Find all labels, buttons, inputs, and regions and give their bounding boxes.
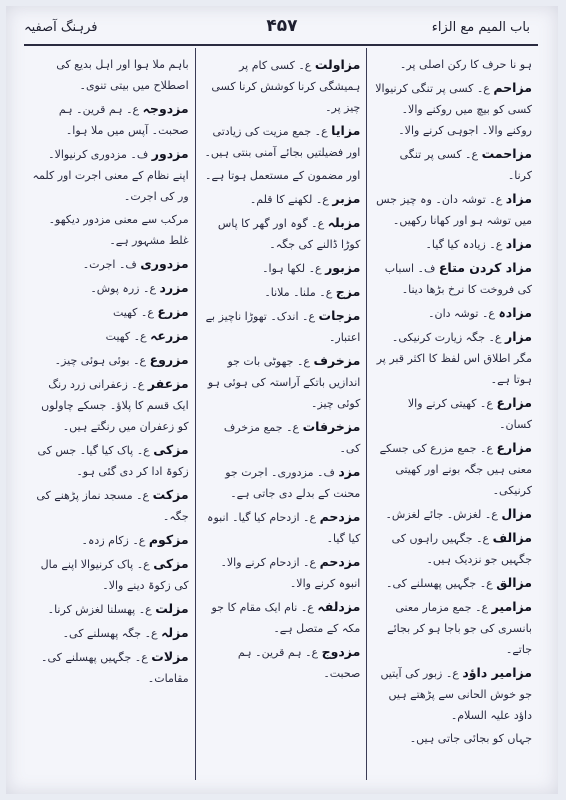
entry-definition: ع۔ زبور کی آیتیں جو خوش الحانی سے پڑھتے ہیں داؤد علیہ السلام۔ xyxy=(380,667,532,722)
entry-headword: مزاد xyxy=(505,191,532,206)
dictionary-entry xyxy=(30,484,189,527)
column-right xyxy=(367,48,538,780)
entry-definition: باہم ملا ہوا اور اہل بدیع کی اصطلاح میں بیتی تنوی۔ xyxy=(56,58,189,92)
entry-headword: مزرع xyxy=(157,304,189,319)
entry-definition: ع۔ اندک۔ تھوڑا ناچیز بے اعتبار۔ xyxy=(205,310,361,344)
entry-definition: ع۔ زکام زدہ۔ xyxy=(81,534,146,547)
entry-definition: ع۔ ہم قرین۔ ہم صحبت۔ آپس میں ملا ہوا۔ xyxy=(58,103,189,137)
dictionary-entry xyxy=(373,503,532,525)
entry-headword: مزلات xyxy=(151,649,189,664)
dictionary-entry xyxy=(30,277,189,299)
dictionary-entry xyxy=(373,257,532,300)
entry-definition: ہو نا حرف کا رکن اصلی پر۔ xyxy=(399,58,532,71)
dictionary-entry xyxy=(30,253,189,275)
entry-definition: ع۔ کھیت xyxy=(112,306,154,319)
dictionary-entry xyxy=(30,301,189,323)
entry-definition: ع۔ گوہ اور گھر کا پاس کوڑا ڈالنے کی جگہ۔ xyxy=(217,217,361,251)
entry-definition: اور مضمون کے مستعمل ہوتا ہے۔ xyxy=(205,169,361,182)
entry-definition: ع۔ جمع مزرع کی جسکے معنی ہیں جگہ بونے اور کھیتی کرنیکی۔ xyxy=(379,442,532,497)
dictionary-entry xyxy=(30,439,189,482)
entry-definition: ع۔ زرہ پوش۔ xyxy=(90,282,157,295)
entry-headword: مزرعہ xyxy=(150,328,189,343)
entry-headword: مزارع xyxy=(496,440,532,455)
entry-definition: ع۔ جگہ پھسلنے کی۔ xyxy=(62,627,158,640)
entry-headword: مزکت xyxy=(152,487,189,502)
columns-container xyxy=(24,48,538,780)
chapter-title: باب المیم مع الزاء xyxy=(431,20,530,35)
entry-definition: ع۔ ازدحام کیا گیا۔ انبوہ کیا گیا۔ xyxy=(207,511,361,545)
entry-definition: ع۔ جگہیں راہوں کی جگہیں جو نزدیک ہیں۔ xyxy=(391,532,532,566)
dictionary-entry xyxy=(202,212,361,255)
entry-headword: مزار xyxy=(505,329,532,344)
entry-definition: ع۔ لکھنے کا قلم۔ xyxy=(249,193,329,206)
dictionary-entry xyxy=(202,305,361,348)
dictionary-entry xyxy=(202,416,361,459)
entry-headword: مزرد xyxy=(159,280,189,295)
dictionary-entry xyxy=(202,120,361,163)
entry-headword: مزجات xyxy=(318,308,361,323)
entry-headword: مزارع xyxy=(496,395,532,410)
entry-headword: مزاد xyxy=(505,236,532,251)
entry-definition: ع۔ پاک کرنیوالا اپنے مال کی زکوۃ دینے والا۔ xyxy=(40,558,189,592)
dictionary-entry xyxy=(202,165,361,186)
entry-headword: مزبور xyxy=(325,260,361,275)
dictionary-entry xyxy=(202,281,361,303)
entry-headword: مزدوج xyxy=(321,644,361,659)
entry-headword: مزالق xyxy=(496,575,532,590)
dictionary-entry xyxy=(373,233,532,255)
dictionary-entry xyxy=(30,54,189,96)
entry-definition: ع۔ جمع مزخرف کی۔ xyxy=(223,421,361,455)
entry-definition: ع۔ جگہیں پھسلنے کی۔ xyxy=(386,577,493,590)
dictionary-entry xyxy=(30,209,189,251)
entry-definition: ف۔ اجرت۔ xyxy=(82,258,137,271)
entry-definition: ع۔ ازدحام کرنے والا۔ انبوہ کرنے والا۔ xyxy=(220,556,361,590)
entry-headword: مزدور xyxy=(151,146,189,161)
dictionary-entry xyxy=(373,662,532,726)
entry-headword: مزکی xyxy=(153,442,189,457)
entry-headword: مزج xyxy=(335,284,361,299)
entry-definition: ع۔ پھسلنا لغزش کرنا۔ xyxy=(47,603,152,616)
entry-headword: مزادہ xyxy=(498,305,532,320)
entry-headword: مزالف xyxy=(492,530,532,545)
entry-headword: مزدلفہ xyxy=(317,599,361,614)
page-header xyxy=(6,16,558,44)
entry-definition: ع۔ لکھا ہوا۔ xyxy=(262,262,322,275)
dictionary-entry xyxy=(373,728,532,749)
entry-definition: ع۔ زعفرانی زرد رنگ ایک قسم کا پلاؤ۔ جسکے چاولوں کو زعفران میں رنگتے ہیں۔ xyxy=(41,378,189,433)
entry-headword: مزد xyxy=(338,464,361,479)
dictionary-entry xyxy=(202,551,361,594)
dictionary-entry xyxy=(30,553,189,596)
entry-headword: مزخرف xyxy=(313,353,361,368)
entry-headword: مزامیر داؤد xyxy=(462,665,532,680)
entry-headword: مزکوم xyxy=(148,532,189,547)
entry-definition: ف۔ اسباب کی فروخت کا نرخ بڑھا دینا۔ xyxy=(384,262,532,296)
entry-definition: ع۔ کھیت xyxy=(105,330,147,343)
dictionary-entry xyxy=(202,641,361,684)
entry-definition: ع۔ پاک کیا گیا۔ جس کی زکوۃ ادا کر دی گئی ہو۔ xyxy=(37,444,189,478)
dictionary-entry xyxy=(202,54,361,118)
dictionary-entry xyxy=(373,392,532,435)
entry-headword: مزال xyxy=(501,506,532,521)
entry-headword: مزاد کردن متاع xyxy=(438,260,532,275)
entry-headword: مزلت xyxy=(155,601,189,616)
dictionary-entry xyxy=(202,188,361,210)
entry-definition: ع۔ ہم قرین۔ ہم صحبت۔ xyxy=(237,646,361,680)
dictionary-entry xyxy=(30,373,189,437)
dictionary-entry xyxy=(373,326,532,390)
entry-definition: ع۔ بوئی ہوئی چیز۔ xyxy=(54,354,147,367)
dictionary-entry xyxy=(30,98,189,141)
entry-headword: مزلہ xyxy=(161,625,189,640)
dictionary-entry xyxy=(202,596,361,639)
dictionary-entry xyxy=(30,349,189,371)
entry-headword: مزاولت xyxy=(314,57,361,72)
entry-definition: ع۔ نام ایک مقام کا جو مکہ کے متصل ہے۔ xyxy=(211,601,361,635)
dictionary-entry xyxy=(373,302,532,324)
dictionary-entry xyxy=(373,77,532,141)
page-number: ۴۵۷ xyxy=(266,16,298,36)
entry-headword: مزدحم xyxy=(319,554,361,569)
entry-headword: مزعفر xyxy=(147,376,189,391)
dictionary-entry xyxy=(373,54,532,75)
dictionary-entry xyxy=(202,506,361,549)
dictionary-entry xyxy=(373,527,532,570)
entry-definition: ع۔ ملنا۔ ملانا۔ xyxy=(264,286,333,299)
entry-headword: مزاحم xyxy=(493,80,532,95)
entry-definition: ع۔ مسجد نماز پڑھنے کی جگہ۔ xyxy=(36,489,189,523)
entry-headword: مزبلہ xyxy=(327,215,361,230)
dictionary-entry xyxy=(30,143,189,207)
dictionary-entry xyxy=(373,572,532,594)
entry-definition: ع۔ جمع مزیت کی زیادتی اور فضیلتیں بجائے آمنی بنتی ہیں۔ xyxy=(204,125,361,159)
book-title: فرہنگ آصفیہ xyxy=(24,20,98,35)
column-middle xyxy=(196,48,368,780)
entry-definition: ع۔ لغزش۔ جائے لغزش۔ xyxy=(385,508,498,521)
entry-headword: مزخرفات xyxy=(302,419,361,434)
entry-definition: ف۔ مزدوری کرنیوالا۔ اپنے نظام کے معنی اجرت اور کلمہ ور کی اجرت۔ xyxy=(32,148,189,203)
dictionary-page xyxy=(6,6,558,794)
dictionary-entry xyxy=(373,437,532,501)
dictionary-entry xyxy=(30,529,189,551)
entry-headword: مزاحمت xyxy=(481,146,532,161)
entry-definition: ع۔ توشہ دان۔ وہ چیز جس میں توشہ ہو اور کھانا رکھیں۔ xyxy=(376,193,532,227)
entry-headword: مزدوری xyxy=(140,256,189,271)
dictionary-entry xyxy=(30,622,189,644)
dictionary-entry xyxy=(30,325,189,347)
entry-headword: مزبر xyxy=(332,191,361,206)
entry-headword: مزدوجہ xyxy=(142,101,189,116)
dictionary-entry xyxy=(202,350,361,414)
entry-definition: مرکب سے معنی مزدور دیکھو۔ غلط مشہور ہے۔ xyxy=(48,213,189,247)
entry-headword: مزروع xyxy=(149,352,189,367)
header-rule xyxy=(24,44,538,46)
entry-definition: ع۔ توشہ دان۔ xyxy=(428,307,495,320)
dictionary-entry xyxy=(30,646,189,689)
dictionary-entry xyxy=(373,596,532,660)
entry-headword: مزکی xyxy=(153,556,189,571)
entry-headword: مزامیر xyxy=(491,599,532,614)
entry-definition: ع۔ زیادہ کیا گیا۔ xyxy=(425,238,503,251)
dictionary-entry xyxy=(202,461,361,504)
entry-definition: ع۔ جھوٹی بات جو اندازیں باتکے آراستہ کی ہوئی ہو کوئی چیز۔ xyxy=(207,355,361,410)
entry-definition: ع۔ کھیتی کرنے والا کسان۔ xyxy=(407,397,532,431)
dictionary-entry xyxy=(30,598,189,620)
entry-definition: ع۔ جمع مزمار معنی بانسری کی جو باجا ہو کر بجائے جاتے۔ xyxy=(387,601,532,656)
entry-definition: ع۔ کسی پر تنگی کرنیوالا کسی کو بیچ میں روکنے والا۔ روکنے والا۔ اجوہی کرنے والا۔ xyxy=(375,82,532,137)
entry-definition: جہاں کو بجائی جاتی ہیں۔ xyxy=(409,732,532,745)
dictionary-entry xyxy=(373,143,532,186)
entry-headword: مزدحم xyxy=(319,509,361,524)
dictionary-entry xyxy=(373,188,532,231)
entry-definition: ف۔ مزدوری۔ اجرت جو محنت کے بدلے دی جاتی ہے۔ xyxy=(225,466,361,500)
entry-definition: ع۔ جگہیں پھسلنے کی۔ مقامات۔ xyxy=(41,651,189,685)
column-left xyxy=(24,48,196,780)
entry-definition: ع۔ کسی پر تنگی کرنا۔ xyxy=(399,148,532,182)
entry-definition: ع۔ کسی کام پر ہمیشگی کرنا کوشش کرنا کسی چیز پر۔ xyxy=(211,59,361,114)
entry-headword: مزایا xyxy=(331,123,361,138)
dictionary-entry xyxy=(202,257,361,279)
entry-definition: ع۔ جگہ زیارت کرنیکی۔ مگر اطلاق اس لفظ کا اکثر قبر پر ہوتا ہے۔ xyxy=(376,331,532,386)
